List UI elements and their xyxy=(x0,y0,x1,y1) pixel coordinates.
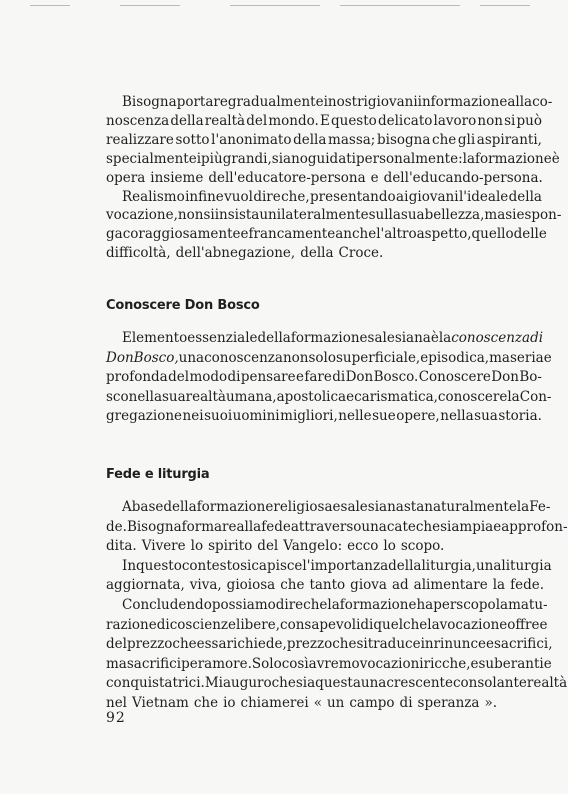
page-number: 92 xyxy=(106,710,126,726)
text-line: Elemento essenziale della formazione salesiana è la conoscenza di xyxy=(122,330,544,346)
text-line: dita. Vivere lo spirito del Vangelo: ecco lo scopo. xyxy=(106,538,445,555)
text-line: A base della formazione religiosa e salesiana sta naturalmente la Fe- xyxy=(122,499,551,515)
text-line: nel Vietnam che io chiamerei « un campo di speranza ». xyxy=(106,695,497,711)
text-line: razione di coscienze libere, consapevoli di quel che la vocazione offre e xyxy=(106,616,548,633)
text-line: Bisogna portare gradualmente i nostri giovani in formazione alla co- xyxy=(122,94,553,110)
heading-fede-e-liturgia: Fede e liturgia xyxy=(106,467,210,482)
text-line: In questo contesto si capisce l'importanza della liturgia, una liturgia xyxy=(122,557,552,574)
text-line: vocazione, non si insista unilateralmente sulla sua bellezza, ma si espon- xyxy=(106,207,562,224)
text-line: aggiornata, viva, gioiosa che tanto giova ad alimentare la fede. xyxy=(106,577,545,594)
text-line: specialmente i più grandi, siano guidati personalmente: la formazione è xyxy=(106,150,560,167)
text-line: de. Bisogna formare alla fede attraverso una catechesi ampia e approfon- xyxy=(106,518,568,535)
text-line: conquistatrici. Mi auguro che sia questa una crescente consolante realtà xyxy=(106,675,568,692)
text-line: Don Bosco, una conoscenza non solo superficiale, episodica, ma seria e xyxy=(106,349,552,366)
text-line: opera insieme dell'educatore-persona e dell'educando-persona. xyxy=(106,169,543,186)
text-line: Concludendo possiamo dire che la formazione ha per scopo la matu- xyxy=(122,597,548,613)
text-line: noscenza della realtà del mondo. E questo delicato lavoro non si può xyxy=(106,112,542,129)
heading-conoscere-don-bosco: Conoscere Don Bosco xyxy=(106,298,260,313)
scan-noise xyxy=(0,0,559,12)
text-line: profonda del modo di pensare e fare di Don Bosco. Conoscere Don Bo- xyxy=(106,369,542,385)
text-line: gregazione nei suoi uomini migliori, nelle sue opere, nella sua storia. xyxy=(106,408,542,424)
text-line: del prezzo che essa richiede, prezzo che si traduce in rinunce e sacrifici, xyxy=(106,636,553,653)
text-line: ga coraggiosamente e francamente anche l'altro aspetto, quello delle xyxy=(106,226,547,243)
text-line: sco nella sua realtà umana, apostolica e carismatica, conoscere la Con- xyxy=(106,388,552,405)
text-line: difficoltà, dell'abnegazione, della Croce. xyxy=(106,245,384,262)
text-line: realizzare sotto l'anonimato della massa; bisogna che gli aspiranti, xyxy=(106,131,542,148)
text-line: ma sacrifici per amore. Solo così avremo vocazioni ricche, esuberanti e xyxy=(106,655,552,672)
text-line: Realismo infine vuol dire che, presentando ai giovani l'ideale della xyxy=(122,188,542,205)
